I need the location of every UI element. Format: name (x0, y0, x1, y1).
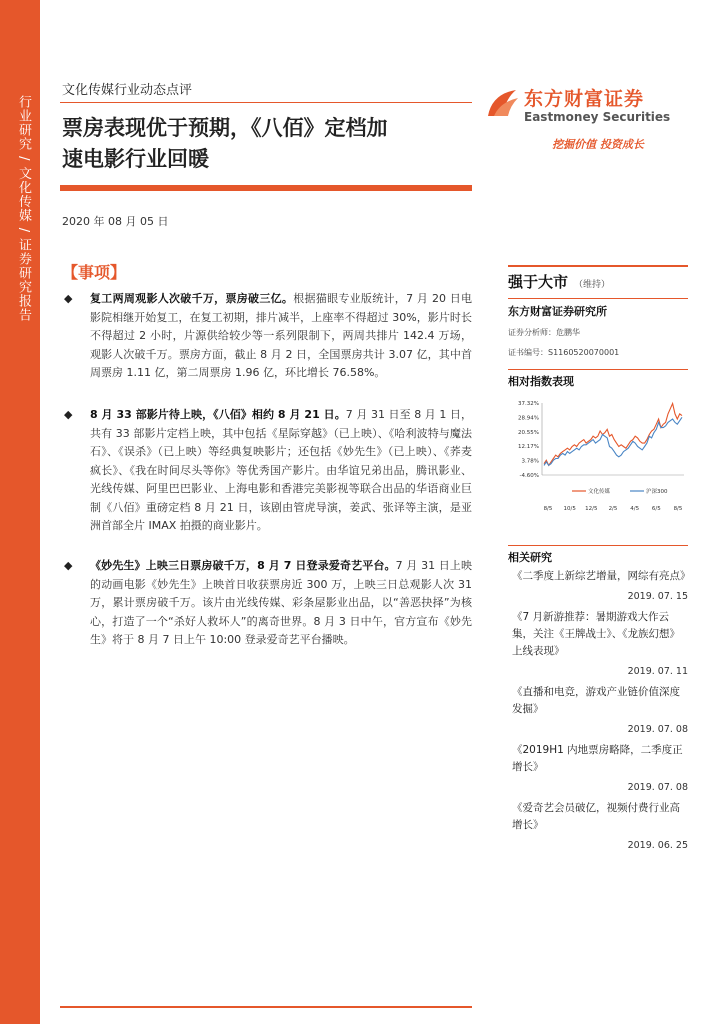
related-research-list (508, 564, 691, 854)
bottom-divider (60, 1006, 472, 1008)
x-tick-label: 4/5 (630, 506, 640, 512)
diamond-bullet-icon: ◆ (64, 408, 73, 421)
diamond-bullet-icon: ◆ (64, 559, 73, 572)
report-category: 文化传媒行业动态点评 (62, 83, 193, 98)
related-title[interactable]: 《7 月新游推荐：暑期游戏大作云集，关注《王牌战士》、《龙族幻想》上线表现》 (512, 611, 680, 657)
series-line-2 (544, 417, 682, 465)
item-body: 7 月 31 日至 8 月 1 日，共有 33 部影片定档上映，其中包括《星际穿越》（已上映）、《哈利波特与魔法石》、《误杀》（已上映）等经典复映影片；还包括《妙先生》（已上映）、《荞麦疯长》、《我在时间尽头等你》等优秀国产影片。由华谊兄弟出品，腾讯影业、光线传媒、阿里巴巴影业、上海电影和香港完美影视等联合出品的华语商业巨制《八佰》重磅定档 8 月 21 日，该剧由管虎导演，姜武、张译等主演，是亚洲首部全片 IMAX 拍摄的商业影片。 (90, 408, 472, 532)
legend-label: 沪深300 (646, 489, 668, 495)
brand-logo (508, 80, 688, 128)
x-tick-label: 12/5 (585, 506, 598, 512)
item-body: 7 月 31 日上映的动画电影《妙先生》上映首日收获票房近 300 万，上映三日总观影人次 31 万，累计票房破千万。该片由光线传媒、彩条屋影业出品，以“善恶抉择”为核心，打造了一个“杀好人救坏人”的离奇世界。8 月 3 日中午，官方宣布《妙先生》将于 8 月 7 日上午 10:00 登录爱奇艺平台播映。 (90, 559, 472, 646)
series-line-1 (544, 404, 682, 466)
institution-name: 东方财富证券研究所 (508, 298, 688, 319)
x-tick-label: 8/5 (673, 506, 683, 512)
item-lead: 8 月 33 部影片待上映，《八佰》相约 8 月 21 日。 (90, 408, 346, 421)
list-item[interactable] (508, 609, 688, 680)
y-tick-label: 37.32% (518, 401, 539, 407)
performance-title: 相对指数表现 (508, 369, 688, 389)
rating-label: 强于大市 (508, 273, 569, 291)
analyst-info (508, 323, 619, 363)
item-lead: 《妙先生》上映三日票房破千万，8 月 7 日登录爱奇艺平台。 (90, 559, 396, 572)
related-title[interactable]: 《爱奇艺会员破亿，视频付费行业高增长》 (512, 802, 680, 831)
analyst-cert: 证书编号：S1160520070001 (508, 348, 620, 357)
page-title (60, 113, 472, 175)
list-item[interactable] (508, 800, 688, 854)
related-title[interactable]: 《直播和电竞，游戏产业链价值深度发掘》 (512, 686, 680, 715)
divider (60, 102, 472, 103)
item-lead: 复工两周观影人次破千万，票房破三亿。 (90, 292, 294, 305)
right-sidebar (508, 80, 691, 851)
title-line-2: 速电影行业回暖 (62, 147, 209, 171)
list-item[interactable] (508, 684, 688, 738)
report-header (60, 80, 472, 229)
list-item[interactable] (508, 568, 691, 605)
y-tick-label: 20.55% (518, 429, 539, 436)
x-tick-label: 2/5 (608, 506, 618, 512)
brand-name-en: Eastmoney Securities (524, 110, 671, 124)
related-date: 2019. 07. 08 (627, 724, 688, 735)
related-research-title: 相关研究 (508, 545, 688, 565)
report-date: 2020 年 08 月 05 日 (62, 215, 169, 228)
section-title: 【事项】 (62, 263, 127, 282)
related-title[interactable]: 《2019H1 内地票房略降，二季度正增长》 (512, 744, 683, 773)
item-body: 根据猫眼专业版统计，7 月 20 日电影院相继开始复工，在复工初期，排片减半，上座率不得超过 30%，影片时长不得超过 2 小时，片源供给较少等一系列限制下，两周共排片 142.4 万场，观影人次破千万。票房方面，截止 8 月 2 日，全国票房共计 3.07 亿，其中首周票房 1.11 亿，第二周票房 1.96 亿，环比增长 76.58%。 (90, 292, 473, 379)
y-tick-label: 28.94% (518, 415, 539, 422)
legend-label: 文化传媒 (588, 489, 611, 495)
x-tick-label: 8/5 (543, 506, 553, 512)
related-date: 2019. 07. 11 (627, 666, 688, 677)
diamond-bullet-icon: ◆ (64, 292, 73, 305)
rating-box (508, 265, 688, 292)
y-tick-label: -4.60% (519, 473, 539, 479)
list-item[interactable] (508, 742, 688, 796)
x-tick-label: 10/5 (563, 506, 576, 512)
y-tick-label: 3.78% (521, 458, 539, 465)
sidebar-breadcrumb: 行业研究 / 文化传媒 / 证券研究报告 (16, 95, 31, 323)
list-item (64, 406, 472, 536)
y-tick-label: 12.17% (518, 444, 539, 451)
brand-mark-icon (486, 88, 520, 118)
relative-performance-chart (508, 395, 688, 523)
related-date: 2019. 07. 08 (627, 782, 688, 793)
related-date: 2019. 07. 15 (627, 591, 688, 602)
brand-name-cn: 东方财富证券 (524, 88, 645, 110)
list-item (64, 290, 472, 383)
related-date: 2019. 06. 25 (627, 840, 688, 851)
rating-note: （维持） (574, 280, 611, 290)
title-divider (60, 185, 472, 191)
x-tick-label: 6/5 (651, 506, 661, 512)
analyst-name: 证券分析师：危鹏华 (508, 328, 580, 337)
list-item (64, 557, 472, 650)
title-line-1: 票房表现优于预期，《八佰》定档加 (62, 116, 388, 140)
brand-slogan: 挖掘价值 投资成长 (552, 138, 644, 151)
related-title[interactable]: 《二季度上新综艺增量，网综有亮点》 (512, 570, 691, 582)
